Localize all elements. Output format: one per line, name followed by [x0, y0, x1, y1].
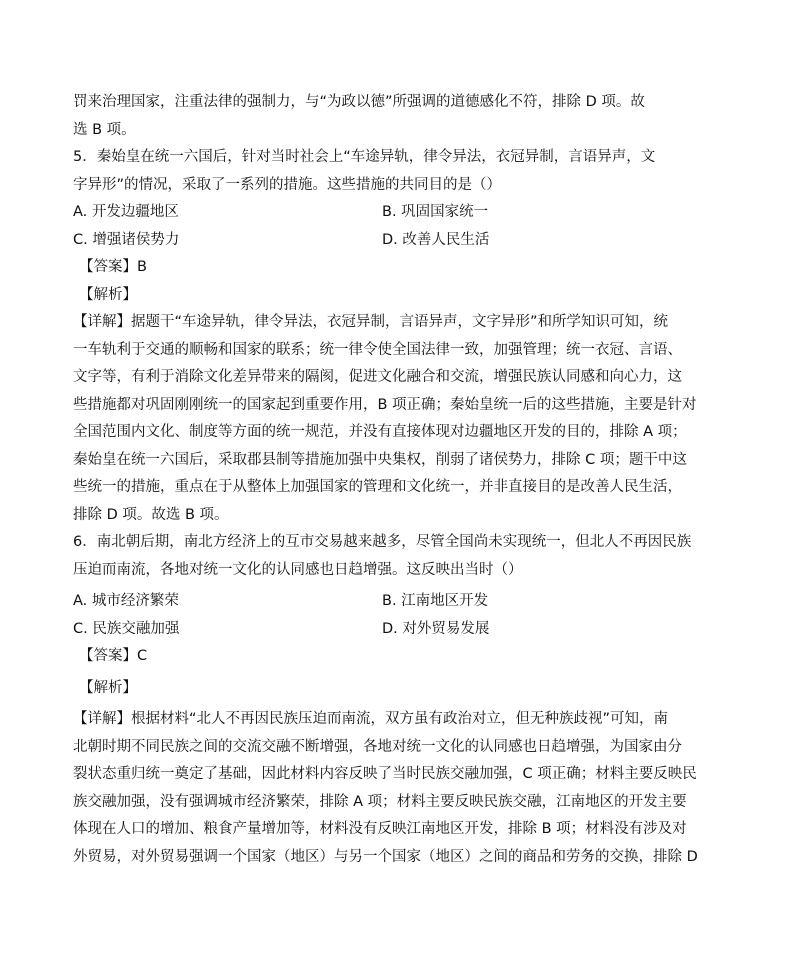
question-stem-line: 字异形”的情况，采取了一系列的措施。这些措施的共同目的是（） — [73, 176, 502, 193]
option-c: C. 民族交融加强 — [73, 620, 180, 637]
options-grid — [73, 588, 705, 643]
text-line: 罚来治理国家，注重法律的强制力，与“为政以德”所强调的道德感化不符，排除 D 项。故 — [73, 94, 645, 110]
text-line: 体现在人口的增加、粮食产量增加等，材料没有反映江南地区开发，排除 B 项；材料没有涉及对 — [73, 821, 687, 837]
text-line: 些措施都对巩固刚刚统一的国家起到重要作用，B 项正确；秦始皇统一后的这些措施，主要是针对 — [73, 396, 697, 413]
analysis-label: 【解析】 — [79, 286, 137, 303]
answer-label: 【答案】C — [79, 648, 148, 664]
option-a: A. 城市经济繁荣 — [73, 593, 179, 609]
text-line: 北朝时期不同民族之间的交流交融不断增强，各地对统一文化的认同感也日趋增强，为国家由分 — [73, 738, 682, 755]
analysis-label: 【解析】 — [79, 679, 137, 696]
text-line: 族交融加强，没有强调城市经济繁荣，排除 A 项；材料主要反映民族交融，江南地区的开发主要 — [73, 793, 687, 810]
text-line: 全国范围内文化、制度等方面的统一规范，并没有直接体现对边疆地区开发的目的，排除 A 项； — [73, 424, 687, 440]
options-grid — [73, 199, 705, 254]
option-b: B. 巩固国家统一 — [382, 204, 489, 220]
text-line: 一车轨利于交通的顺畅和国家的联系；统一律令使全国法律一致，加强管理；统一衣冠、言语、 — [73, 341, 682, 358]
question-stem-line: 压迫而南流，各地对统一文化的认同感也日趋增强。这反映出当时（） — [73, 561, 523, 578]
text-line: 外贸易，对外贸易强调一个国家（地区）与另一个国家（地区）之间的商品和劳务的交换，排除 D — [73, 848, 698, 865]
option-a: A. 开发边疆地区 — [73, 204, 179, 220]
option-d: D. 对外贸易发展 — [382, 620, 490, 637]
text-line: 排除 D 项。故选 B 项。 — [73, 506, 229, 523]
option-d: D. 改善人民生活 — [382, 231, 490, 248]
text-line: 裂状态重归统一奠定了基础，因此材料内容反映了当时民族交融加强，C 项正确；材料主要反映民 — [73, 766, 697, 782]
option-b: B. 江南地区开发 — [382, 593, 489, 609]
detail-paragraph — [73, 706, 705, 871]
question-stem-line: 5．秦始皇在统一六国后，针对当时社会上“车途异轨，律令异法，衣冠异制，言语异声，文 — [73, 149, 656, 165]
page-content — [73, 89, 705, 871]
text-line: 【详解】根据材料“北人不再因民族压迫而南流，双方虽有政治对立，但无种族歧视”可知，南 — [73, 711, 669, 727]
text-line: 些统一的措施，重点在于从整体上加强国家的管理和文化统一，并非直接目的是改善人民生活， — [73, 479, 682, 495]
question-stem-line: 6．南北朝后期，南北方经济上的互市交易越来越多，尽管全国尚未实现统一，但北人不再因民族 — [73, 534, 692, 550]
text-line: 选 B 项。 — [73, 121, 136, 138]
answer-label: 【答案】B — [79, 259, 147, 275]
detail-paragraph — [73, 309, 705, 529]
option-c: C. 增强诸侯势力 — [73, 231, 180, 248]
text-line: 文字等，有利于消除文化差异带来的隔阂，促进文化融合和交流，增强民族认同感和向心力，这 — [73, 369, 682, 385]
text-line: 秦始皇在统一六国后，采取郡县制等措施加强中央集权，削弱了诸侯势力，排除 C 项；题干中这 — [73, 451, 687, 468]
intro-paragraph — [73, 89, 705, 144]
question-6 — [73, 529, 705, 871]
question-5 — [73, 144, 705, 529]
text-line: 【详解】据题干“车途异轨，律令异法，衣冠异制，言语异声，文字异形”和所学知识可知，统 — [73, 314, 669, 330]
